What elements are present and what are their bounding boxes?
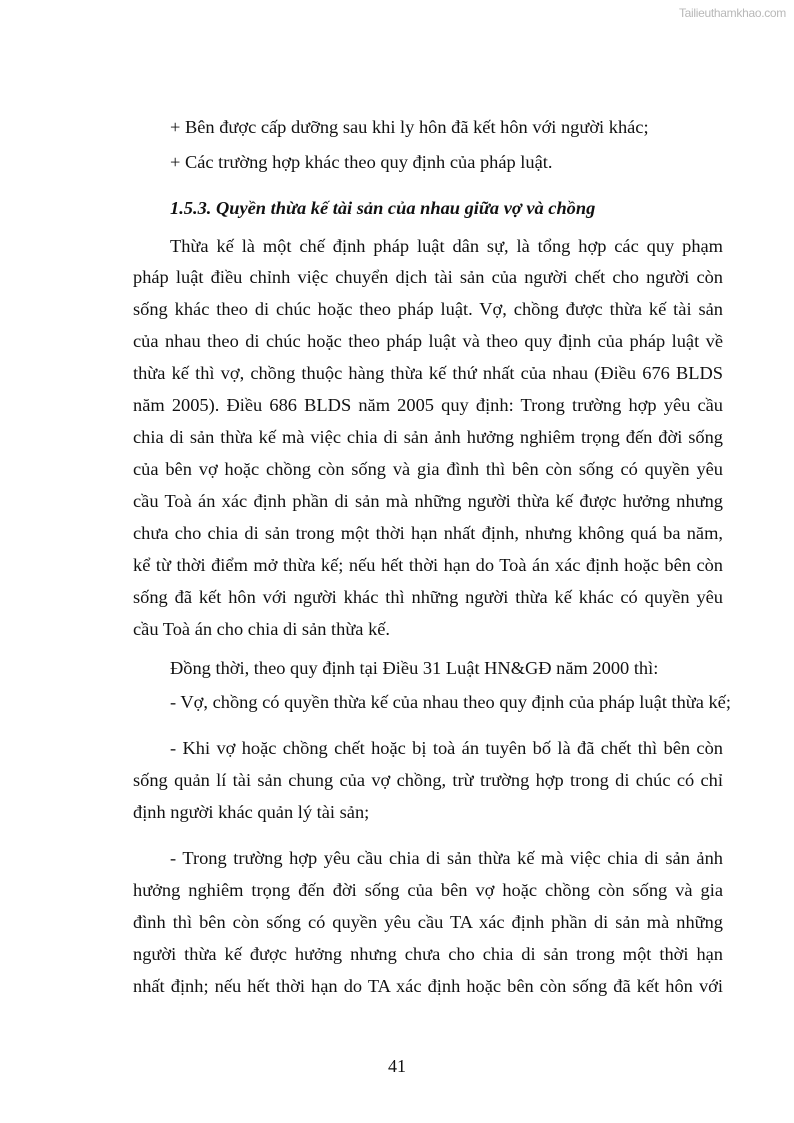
section-heading: 1.5.3. Quyền thừa kế tài sản của nhau giữa vợ và chồng xyxy=(170,198,596,218)
text-line: - Vợ, chồng có quyền thừa kế của nhau theo quy định của pháp luật thừa kế; xyxy=(170,692,731,712)
text-line: hưởng nghiêm trọng đến đời sống của bên vợ hoặc chồng còn sống và gia xyxy=(133,880,723,900)
text-line: kể từ thời điểm mở thừa kế; nếu hết thời hạn do Toà án xác định hoặc bên còn xyxy=(133,555,723,575)
text-line: cầu Toà án cho chia di sản thừa kế. xyxy=(133,619,391,639)
text-line: pháp luật điều chỉnh việc chuyển dịch tài sản của người chết cho người còn xyxy=(133,267,723,287)
text-line: sống khác theo di chúc hoặc theo pháp luật. Vợ, chồng được thừa kế tài sản xyxy=(133,299,723,319)
text-line: năm 2005). Điều 686 BLDS năm 2005 quy định: Trong trường hợp yêu cầu xyxy=(133,395,723,415)
text-line: đình thì bên còn sống có quyền yêu cầu TA xác định phần di sản mà những xyxy=(133,912,723,932)
text-line: Thừa kế là một chế định pháp luật dân sự, là tổng hợp các quy phạm xyxy=(170,236,723,256)
text-line: người thừa kế được hưởng nhưng chưa cho chia di sản trong một thời hạn xyxy=(133,944,723,964)
text-line: chia di sản thừa kế mà việc chia di sản ảnh hưởng nghiêm trọng đến đời sống xyxy=(133,427,723,447)
text-line: của nhau theo di chúc hoặc theo pháp luật và theo quy định của pháp luật về xyxy=(133,331,723,351)
text-line: sống đã kết hôn với người khác thì những người thừa kế khác có quyền yêu xyxy=(133,587,723,607)
text-line: - Khi vợ hoặc chồng chết hoặc bị toà án tuyên bố là đã chết thì bên còn xyxy=(170,738,723,758)
text-line: nhất định; nếu hết thời hạn do TA xác định hoặc bên còn sống đã kết hôn với xyxy=(133,976,723,996)
text-line: Đồng thời, theo quy định tại Điều 31 Luật HN&GĐ năm 2000 thì: xyxy=(170,658,659,678)
text-line: thừa kế thì vợ, chồng thuộc hàng thừa kế thứ nhất của nhau (Điều 676 BLDS xyxy=(133,363,723,383)
text-line: + Bên được cấp dưỡng sau khi ly hôn đã kết hôn với người khác; xyxy=(170,117,649,137)
page-number: 41 xyxy=(388,1056,406,1076)
text-line: + Các trường hợp khác theo quy định của pháp luật. xyxy=(170,152,553,172)
text-line: sống quản lí tài sản chung của vợ chồng, trừ trường hợp trong di chúc có chỉ xyxy=(133,770,723,790)
text-line: cầu Toà án xác định phần di sản mà những người thừa kế được hưởng nhưng xyxy=(133,491,723,511)
watermark: Tailieuthamkhao.com xyxy=(678,6,786,20)
text-line: định người khác quản lý tài sản; xyxy=(133,802,370,822)
text-line: - Trong trường hợp yêu cầu chia di sản thừa kế mà việc chia di sản ảnh xyxy=(170,848,723,868)
text-line: của bên vợ hoặc chồng còn sống và gia đình thì bên còn sống có quyền yêu xyxy=(133,459,723,479)
text-line: chưa cho chia di sản trong một thời hạn nhất định, nhưng không quá ba năm, xyxy=(133,523,723,543)
